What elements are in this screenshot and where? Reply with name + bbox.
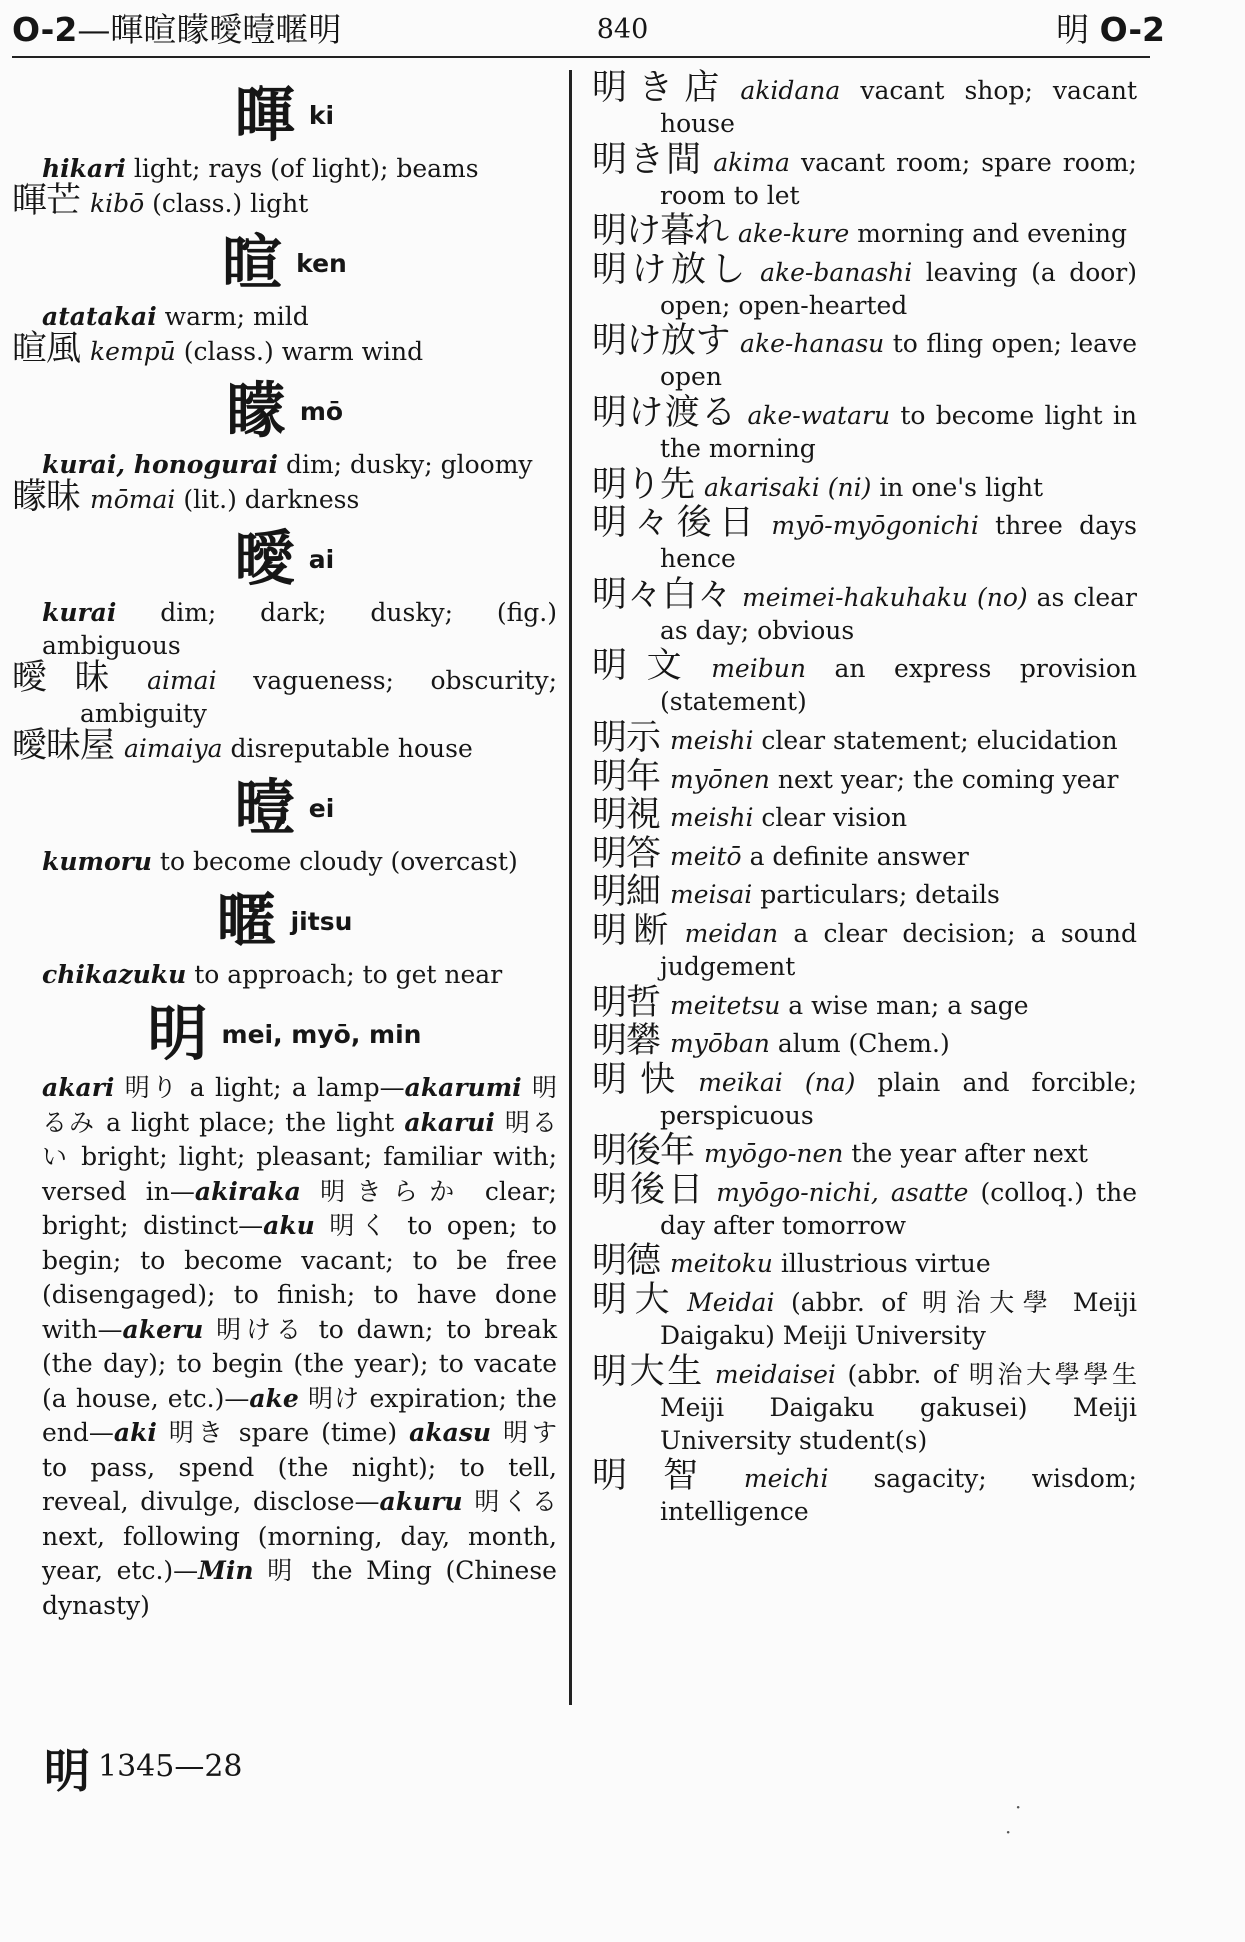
entry-gloss: particulars; details [760, 880, 1000, 910]
compound-entry [592, 1021, 1137, 1062]
compound-entry [592, 795, 1137, 836]
compound-entry [592, 1280, 1137, 1352]
entry-kanji: 明り先 [592, 464, 695, 505]
compound-entry [592, 249, 1137, 322]
definition-kanji: 明り [124, 1073, 180, 1102]
page-number: 840 [596, 14, 649, 45]
definition-text: dim; dusky; gloomy [278, 450, 533, 479]
definition-text: to dawn; to break (the day); to begin (the year); to vacate (a house, etc.)— [42, 1314, 557, 1413]
definition-word: akiraka [194, 1176, 301, 1206]
definition-word: akasu [409, 1418, 492, 1447]
entry-romaji: kibō [90, 189, 145, 218]
entry-romaji: meidan [684, 918, 779, 948]
definition-kanji: 明す [503, 1418, 557, 1447]
entry-romaji: meishi [670, 803, 754, 833]
entry-gloss: three days hence [660, 511, 1137, 574]
headword-kanji: 暄 [222, 228, 283, 299]
definition-text: to pass, spend (the night); to tell, reveal, divulge, disclose— [42, 1452, 557, 1516]
definition-text: to open; to begin; to become vacant; to be free (disengaged); to finish; to have done with— [42, 1211, 557, 1344]
definition-word: akari [42, 1073, 115, 1102]
headword-reading: ei [308, 793, 335, 823]
headword-reading: ken [296, 248, 347, 278]
definition-kanji: 明 [267, 1556, 298, 1585]
entry-kanji: 暉芒 [12, 181, 81, 221]
definition-text: warm; mild [156, 302, 309, 331]
entry-romaji: kempū [90, 337, 176, 366]
entry-gloss: alum (Chem.) [777, 1029, 950, 1059]
definition-kanji: 明るみ [42, 1073, 557, 1137]
footer-reference [44, 1735, 243, 1801]
entry-gloss: (abbr. of 明治大學學生 Meiji Daigaku gakusei) Meiji University student(s) [660, 1359, 1137, 1455]
compound-entry [592, 139, 1137, 212]
headword-reading: ki [308, 100, 335, 130]
entry-kanji: 明大生 [592, 1351, 705, 1392]
entry-gloss: (class.) light [152, 189, 309, 218]
footer-kanji: 明 [44, 1744, 90, 1798]
entry-romaji: akidana [740, 76, 841, 105]
compound-entry [592, 321, 1137, 393]
compound-entry [592, 1456, 1137, 1528]
entry-kanji: 明け暮れ [592, 211, 729, 252]
headword-reading: jitsu [290, 906, 353, 936]
entry-kanji: 明断 [592, 910, 675, 951]
section-code: O-2 [12, 10, 78, 49]
definition-word: hikari [42, 154, 126, 183]
compound-entry [592, 646, 1137, 718]
headword-kanji: 曖 [234, 524, 295, 595]
entry-kanji: 明快 [592, 1059, 689, 1100]
entry-gloss: vacant room; spare room; room to let [660, 147, 1137, 210]
compound-entry [592, 1059, 1137, 1132]
definition-word: ake [249, 1383, 299, 1413]
compound-entry [12, 658, 557, 730]
headword-definition [12, 152, 557, 185]
entry-gloss: sagacity; wisdom; intelligence [660, 1464, 1137, 1527]
definition-word: kurai, honogurai [42, 450, 278, 479]
headword-kanji: 暱 [216, 886, 277, 957]
headword-definition [12, 958, 557, 991]
footer-ref-number: 1345—28 [98, 1749, 243, 1784]
entry-romaji: meimei-hakuhaku (no) [742, 582, 1028, 612]
definition-kanji: 明きらか [320, 1176, 466, 1206]
definition-text: bright; light; pleasant; familiar with; versed in— [42, 1142, 557, 1206]
headword-block [12, 224, 557, 300]
entry-romaji: meikai (na) [698, 1067, 856, 1097]
entry-kanji: 明智 [592, 1456, 734, 1497]
entry-kanji: 明け渡る [592, 392, 738, 433]
entry-gloss: as clear as day; obvious [660, 582, 1137, 645]
entry-romaji: akarisaki (ni) [704, 472, 872, 502]
column-divider [569, 70, 572, 1705]
definition-kanji: 明き [168, 1418, 227, 1447]
headword-block [12, 520, 557, 596]
compound-entry [592, 211, 1137, 252]
entry-gloss: a clear decision; a sound judgement [660, 918, 1137, 981]
entry-kanji: 明け放す [592, 321, 731, 362]
entry-kanji: 明礬 [592, 1021, 661, 1062]
header-right [1056, 8, 1165, 52]
headword-block [12, 769, 557, 845]
definition-kanji: 明く [329, 1211, 393, 1240]
compound-entry [592, 68, 1137, 140]
definition-text: next, following (morning, day, month, year, etc.)— [42, 1521, 557, 1585]
header-right-kanji: 明 [1056, 10, 1090, 49]
compound-entry [592, 574, 1137, 647]
entry-gloss: clear vision [761, 803, 908, 833]
entry-gloss: (colloq.) the day after tomorrow [660, 1177, 1137, 1240]
entry-romaji: ake-wataru [747, 400, 891, 430]
compound-entry [592, 756, 1137, 797]
definition-word: atatakai [42, 302, 157, 331]
definition-kanji: 明け [307, 1383, 361, 1413]
compound-entry [592, 392, 1137, 465]
entry-romaji: myōgo-nichi, asatte [716, 1177, 969, 1207]
entry-kanji: 明々後日 [592, 503, 762, 544]
entry-kanji: 明け放し [592, 249, 751, 290]
entry-kanji: 明年 [592, 756, 661, 797]
compound-entry [12, 181, 557, 221]
entry-gloss: disreputable house [230, 734, 473, 763]
entry-gloss: morning and evening [857, 219, 1127, 249]
entry-kanji: 明後年 [592, 1131, 695, 1172]
entry-gloss: (class.) warm wind [183, 337, 424, 366]
entry-gloss: plain and forcible; perspicuous [660, 1067, 1137, 1130]
headword-block [12, 995, 557, 1071]
headword-definition [12, 300, 557, 333]
definition-word: chikazuku [42, 960, 187, 989]
definition-text: a light place; the light [106, 1107, 405, 1137]
entry-kanji: 曖昧屋 [12, 726, 115, 766]
definition-text: light; rays (of light); beams [125, 154, 479, 183]
definition-text: spare (time) [238, 1418, 410, 1447]
compound-entry [592, 1351, 1137, 1457]
entry-kanji: 曖昧 [12, 658, 138, 698]
headword-reading: mei, myō, min [221, 1019, 422, 1049]
entry-kanji: 明德 [592, 1241, 661, 1282]
entry-kanji: 明き店 [592, 68, 731, 108]
entry-gloss: a wise man; a sage [788, 990, 1029, 1020]
entry-gloss: a definite answer [749, 841, 969, 871]
entry-kanji: 明大 [592, 1280, 678, 1321]
entry-kanji: 明視 [592, 795, 661, 836]
compound-entry [592, 910, 1137, 983]
compound-entry [592, 872, 1137, 913]
definition-word: kurai [42, 598, 117, 627]
speck: · [1005, 1820, 1012, 1844]
entry-romaji: aimai [147, 666, 217, 695]
right-column [592, 68, 1137, 1532]
compound-entry [592, 717, 1137, 758]
entry-romaji: ake-hanasu [740, 329, 885, 359]
definition-word: akarui [404, 1107, 495, 1137]
definition-kanji: 明くる [474, 1487, 557, 1516]
entry-romaji: meitō [670, 841, 742, 871]
entry-romaji: ake-banashi [760, 257, 913, 287]
definition-text: expiration; the end— [42, 1383, 557, 1447]
entry-kanji: 明哲 [592, 982, 661, 1023]
left-column [12, 72, 557, 1623]
entry-kanji: 明後日 [592, 1169, 707, 1210]
headword-kanji: 暉 [234, 80, 295, 151]
entry-gloss: (abbr. of 明治大學 Meiji Daigaku) Meiji University [660, 1288, 1137, 1351]
definition-text: to approach; to get near [186, 960, 503, 989]
compound-entry [592, 503, 1137, 575]
entry-kanji: 矇昧 [12, 477, 81, 517]
entry-kanji: 明示 [592, 717, 661, 758]
compound-entry [592, 833, 1137, 874]
entry-gloss: an express provision (statement) [660, 654, 1137, 717]
header-rule [12, 56, 1150, 58]
definition-text: clear; bright; distinct— [42, 1176, 557, 1240]
definition-text: dim; dark; dusky; (fig.) ambiguous [42, 598, 557, 660]
entry-gloss: vagueness; obscurity; ambiguity [80, 666, 557, 728]
entry-romaji: aimaiya [124, 734, 223, 763]
entry-romaji: myō-myōgonichi [771, 511, 979, 541]
entry-romaji: myōnen [670, 764, 770, 794]
entry-romaji: akima [713, 147, 790, 177]
mei-definition [12, 1071, 557, 1623]
entry-gloss: next year; the coming year [777, 764, 1119, 794]
compound-entry [592, 982, 1137, 1023]
definition-word: akuru [379, 1487, 463, 1516]
headword-block [12, 76, 557, 152]
compound-entry [592, 1241, 1137, 1282]
headword-reading: ai [308, 544, 335, 574]
entry-gloss: the year after next [851, 1139, 1088, 1169]
headword-block [12, 882, 557, 958]
entry-gloss: to become light in the morning [660, 400, 1137, 463]
entry-gloss: clear statement; elucidation [761, 725, 1118, 755]
entry-romaji: meichi [743, 1464, 829, 1494]
entry-gloss: vacant shop; vacant house [660, 76, 1137, 138]
compound-entry [12, 329, 557, 369]
entry-gloss: illustrious virtue [780, 1249, 991, 1279]
entry-gloss: to fling open; leave open [660, 329, 1137, 392]
definition-word: aku [263, 1211, 315, 1240]
definition-kanji: 明ける [216, 1314, 306, 1344]
entry-gloss: (lit.) darkness [183, 485, 360, 514]
headword-kanji: 曀 [234, 773, 295, 844]
entry-romaji: myōgo-nen [704, 1139, 844, 1169]
definition-text: a light; a lamp— [189, 1073, 405, 1102]
entry-kanji: 暄風 [12, 329, 81, 369]
headword-kanji: 矇 [225, 376, 286, 447]
headword-kanji: 明 [147, 999, 208, 1070]
entry-romaji: Meidai [687, 1288, 775, 1318]
entry-kanji: 明答 [592, 833, 661, 874]
headword-definition [12, 448, 557, 481]
compound-entry [592, 1131, 1137, 1172]
definition-text: to become cloudy (overcast) [151, 847, 518, 876]
entry-kanji: 明文 [592, 646, 702, 687]
definition-word: akarumi [404, 1073, 522, 1102]
entry-kanji: 明細 [592, 872, 661, 913]
entry-romaji: mōmai [90, 485, 176, 514]
section-code-right: O-2 [1099, 10, 1165, 49]
entry-romaji: meitetsu [670, 990, 781, 1020]
header-kanji-range: 暉暄矇曖曀暱明 [110, 10, 342, 49]
definition-word: aki [113, 1418, 157, 1447]
entry-romaji: ake-kure [738, 219, 850, 249]
definition-kanji: 明るい [42, 1107, 557, 1171]
headword-reading: mō [299, 396, 344, 426]
headword-block [12, 372, 557, 448]
entry-romaji: meitoku [670, 1249, 773, 1279]
speck: · [1015, 1795, 1022, 1819]
entry-kanji: 明き間 [592, 139, 704, 180]
compound-entry [592, 464, 1137, 505]
entry-romaji: meishi [670, 725, 754, 755]
entry-romaji: meisai [670, 880, 753, 910]
entry-kanji: 明々白々 [592, 574, 733, 615]
entry-romaji: meibun [711, 654, 806, 684]
definition-word: kumoru [42, 847, 152, 876]
compound-entry [12, 726, 557, 766]
definition-word: Min [198, 1556, 254, 1585]
definition-text: the Ming (Chinese dynasty) [42, 1556, 557, 1620]
compound-entry [592, 1169, 1137, 1242]
header-dash: — [77, 10, 111, 49]
headword-definition [12, 845, 557, 878]
definition-word: akeru [122, 1314, 204, 1344]
entry-romaji: myōban [670, 1029, 770, 1059]
entry-romaji: meidaisei [714, 1359, 836, 1389]
entry-gloss: leaving (a door) open; open-hearted [660, 257, 1137, 320]
headword-definition [12, 596, 557, 662]
entry-gloss: in one's light [879, 472, 1044, 502]
compound-entry [12, 477, 557, 517]
